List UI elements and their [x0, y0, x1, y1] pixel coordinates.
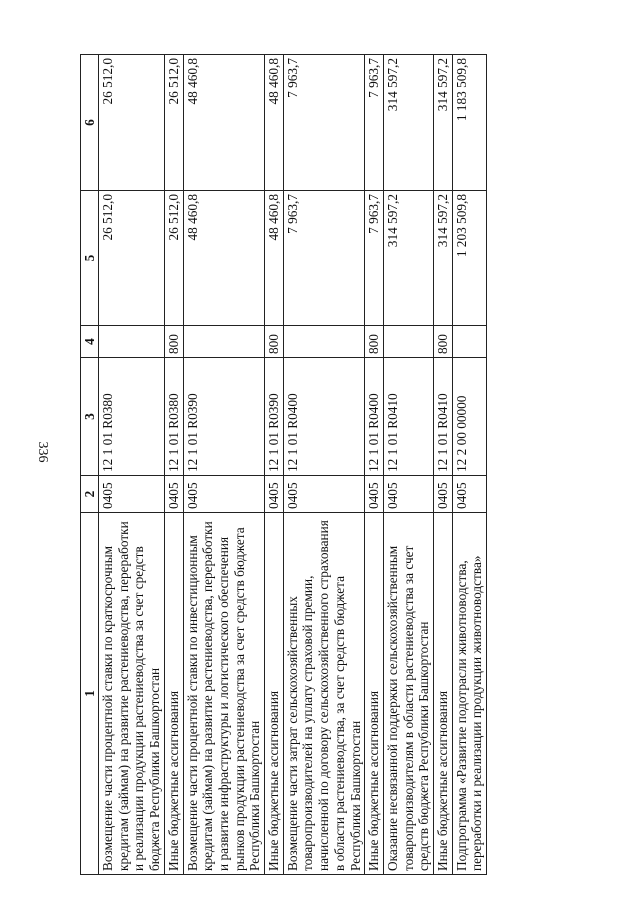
amount-year-2-cell: 7 963,7 — [365, 55, 384, 191]
table-row — [99, 55, 165, 875]
section-code-cell: 0405 — [164, 476, 183, 513]
table-row — [452, 55, 486, 875]
expense-type-cell — [283, 326, 365, 358]
budget-table — [80, 54, 487, 875]
amount-year-1-cell: 48 460,8 — [265, 191, 284, 326]
row-name-cell: Иные бюджетные ассигнования — [365, 513, 384, 875]
target-article-cell: 12 1 01 R0410 — [434, 358, 453, 476]
table-row — [383, 55, 433, 875]
table-row — [434, 55, 453, 875]
section-code-cell: 0405 — [365, 476, 384, 513]
table-row — [164, 55, 183, 875]
expense-type-cell: 800 — [365, 326, 384, 358]
table-row — [365, 55, 384, 875]
table-row — [265, 55, 284, 875]
amount-year-2-cell: 314 597,2 — [383, 55, 433, 191]
target-article-cell: 12 1 01 R0380 — [164, 358, 183, 476]
table-header-row — [81, 55, 99, 875]
column-header: 6 — [81, 55, 99, 191]
row-name-cell: Возмещение части процентной ставки по инвестиционным кредитам (займам) на развитие растениеводства, переработки и развитие инфраструктуры и логистического обеспечения рынков продукции растениеводства за счет средств бюджета Республики Башкортостан — [183, 513, 265, 875]
expense-type-cell — [99, 326, 165, 358]
section-code-cell: 0405 — [265, 476, 284, 513]
amount-year-1-cell: 314 597,2 — [434, 191, 453, 326]
row-name-cell: Подпрограмма «Развитие подотрасли животноводства, переработки и реализации продукции животноводства» — [452, 513, 486, 875]
row-name-cell: Оказание несвязанной поддержки сельскохозяйственным товаропроизводителям в области растениеводства за счет средств бюджета Республики Башкортостан — [383, 513, 433, 875]
amount-year-1-cell: 314 597,2 — [383, 191, 433, 326]
target-article-cell: 12 1 01 R0400 — [283, 358, 365, 476]
amount-year-1-cell: 48 460,8 — [183, 191, 265, 326]
amount-year-2-cell: 26 512,0 — [99, 55, 165, 191]
target-article-cell: 12 2 00 00000 — [452, 358, 486, 476]
section-code-cell: 0405 — [434, 476, 453, 513]
expense-type-cell — [183, 326, 265, 358]
column-header: 1 — [81, 513, 99, 875]
table-body — [99, 55, 487, 875]
amount-year-1-cell: 26 512,0 — [164, 191, 183, 326]
amount-year-2-cell: 48 460,8 — [183, 55, 265, 191]
column-header: 4 — [81, 326, 99, 358]
amount-year-1-cell: 26 512,0 — [99, 191, 165, 326]
table-row — [283, 55, 365, 875]
target-article-cell: 12 1 01 R0410 — [383, 358, 433, 476]
expense-type-cell: 800 — [164, 326, 183, 358]
amount-year-1-cell: 1 203 509,8 — [452, 191, 486, 326]
rotated-page-content — [80, 55, 560, 875]
page-number: 336 — [35, 441, 50, 463]
amount-year-2-cell: 314 597,2 — [434, 55, 453, 191]
row-name-cell: Иные бюджетные ассигнования — [434, 513, 453, 875]
expense-type-cell: 800 — [265, 326, 284, 358]
amount-year-2-cell: 26 512,0 — [164, 55, 183, 191]
table-row — [183, 55, 265, 875]
target-article-cell: 12 1 01 R0400 — [365, 358, 384, 476]
expense-type-cell — [452, 326, 486, 358]
section-code-cell: 0405 — [383, 476, 433, 513]
section-code-cell: 0405 — [452, 476, 486, 513]
amount-year-1-cell: 7 963,7 — [365, 191, 384, 326]
section-code-cell: 0405 — [99, 476, 165, 513]
amount-year-2-cell: 1 183 509,8 — [452, 55, 486, 191]
section-code-cell: 0405 — [283, 476, 365, 513]
column-header: 3 — [81, 358, 99, 476]
target-article-cell: 12 1 01 R0390 — [265, 358, 284, 476]
column-header: 2 — [81, 476, 99, 513]
row-name-cell: Возмещение части процентной ставки по краткосрочным кредитам (займам) на развитие растениеводства, переработки и реализации продукции растениеводства за счет средств бюджета Республики Башкортостан — [99, 513, 165, 875]
expense-type-cell: 800 — [434, 326, 453, 358]
target-article-cell: 12 1 01 R0380 — [99, 358, 165, 476]
target-article-cell: 12 1 01 R0390 — [183, 358, 265, 476]
amount-year-2-cell: 48 460,8 — [265, 55, 284, 191]
row-name-cell: Возмещение части затрат сельскохозяйственных товаропроизводителей на уплату страховой премии, начисленной по договору сельскохозяйственного страхования в области растениеводства, за счет средств бюджета Республики Башкортостан — [283, 513, 365, 875]
section-code-cell: 0405 — [183, 476, 265, 513]
row-name-cell: Иные бюджетные ассигнования — [265, 513, 284, 875]
amount-year-1-cell: 7 963,7 — [283, 191, 365, 326]
amount-year-2-cell: 7 963,7 — [283, 55, 365, 191]
column-header: 5 — [81, 191, 99, 326]
expense-type-cell — [383, 326, 433, 358]
row-name-cell: Иные бюджетные ассигнования — [164, 513, 183, 875]
